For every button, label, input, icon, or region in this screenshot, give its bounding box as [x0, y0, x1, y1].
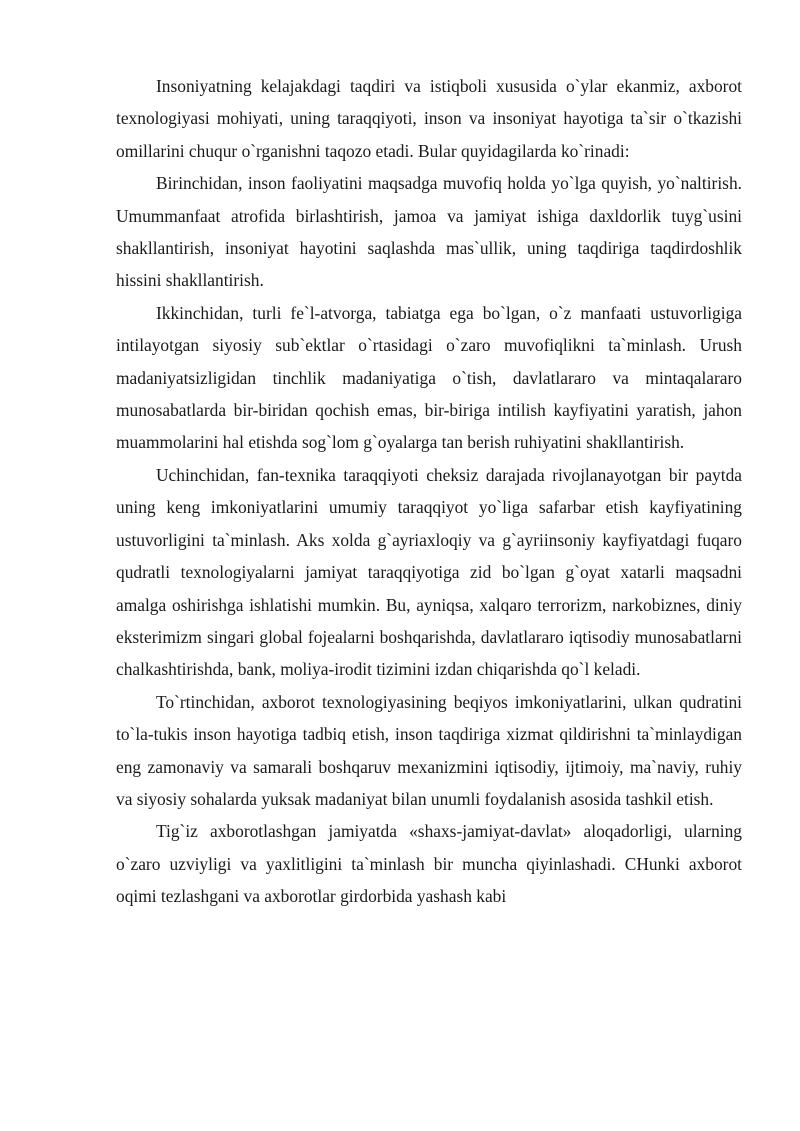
paragraph-fourth-point: To`rtinchidan, axborot texnologiyasining beqiyos imkoniyatlarini, ulkan qudratini to`la-tukis inson hayotiga tadbiq etish, inson taqdiriga xizmat qildirishni ta`minlaydigan eng zamonaviy va samarali boshqaruv mexanizmini iqtisodiy, ijtimoiy, ma`naviy, ruhiy va siyosiy sohalarda yuksak madaniyat bilan unumli foydalanish asosida tashkil etish. — [116, 691, 742, 809]
paragraph-intro: Insoniyatning kelajakdagi taqdiri va istiqboli xususida o`ylar ekanmiz, axborot texnologiyasi mohiyati, uning taraqqiyoti, inson va insoniyat hayotiga ta`sir o`tkazishi omillarini chuqur o`rganishni taqozo etadi. Bular quyidagilarda ko`rinadi: — [116, 76, 742, 161]
document-page — [116, 70, 742, 913]
paragraph-third-point: Uchinchidan, fan-texnika taraqqiyoti cheksiz darajada rivojlanayotgan bir paytda uning keng imkoniyatlarini umumiy taraqqiyot yo`liga safarbar etish kayfiyatining ustuvorligini ta`minlash. Aks xolda g`ayriaxloqiy va g`ayriinsoniy kayfiyatdagi fuqaro qudratli texnologiyalarni jamiyat taraqqiyotiga zid bo`lgan g`oyat xatarli maqsadni amalga oshirishga ishlatishi mumkin. Bu, ayniqsa, xalqaro terrorizm, narkobiznes, diniy eksterimizm singari global fojealarni boshqarishda, davlatlararo iqtisodiy munosabatlarni chalkashtirishda, bank, moliya-irodit tizimini izdan chiqarishda qo`l keladi. — [116, 464, 742, 680]
paragraph-information-society: Tig`iz axborotlashgan jamiyatda «shaxs-jamiyat-davlat» aloqadorligi, ularning o`zaro uzviyligi va yaxlitligini ta`minlash bir muncha qiyinlashadi. CHunki axborot oqimi tezlashgani va axborotlar girdorbida yashash kabi — [116, 821, 742, 907]
paragraph-first-point: Birinchidan, inson faoliyatini maqsadga muvofiq holda yo`lga quyish, yo`naltirish. Umummanfaat atrofida birlashtirish, jamoa va jamiyat ishiga daxldorlik tuyg`usini shakllantirish, insoniyat hayotini saqlashda mas`ullik, uning taqdiriga taqdirdoshlik hissini shakllantirish. — [116, 173, 742, 291]
paragraph-second-point: Ikkinchidan, turli fe`l-atvorga, tabiatga ega bo`lgan, o`z manfaati ustuvorligiga intilayotgan siyosiy sub`ektlar o`rtasidagi o`zaro muvofiqlikni ta`minlash. Urush madaniyatsizligidan tinchlik madaniyatiga o`tish, davlatlararo va mintaqalararo munosabatlarda bir-biridan qochish emas, bir-biriga intilish kayfiyatini yaratish, jahon muammolarini hal etishda sog`lom g`oyalarga tan berish ruhiyatini shakllantirish. — [116, 302, 742, 453]
